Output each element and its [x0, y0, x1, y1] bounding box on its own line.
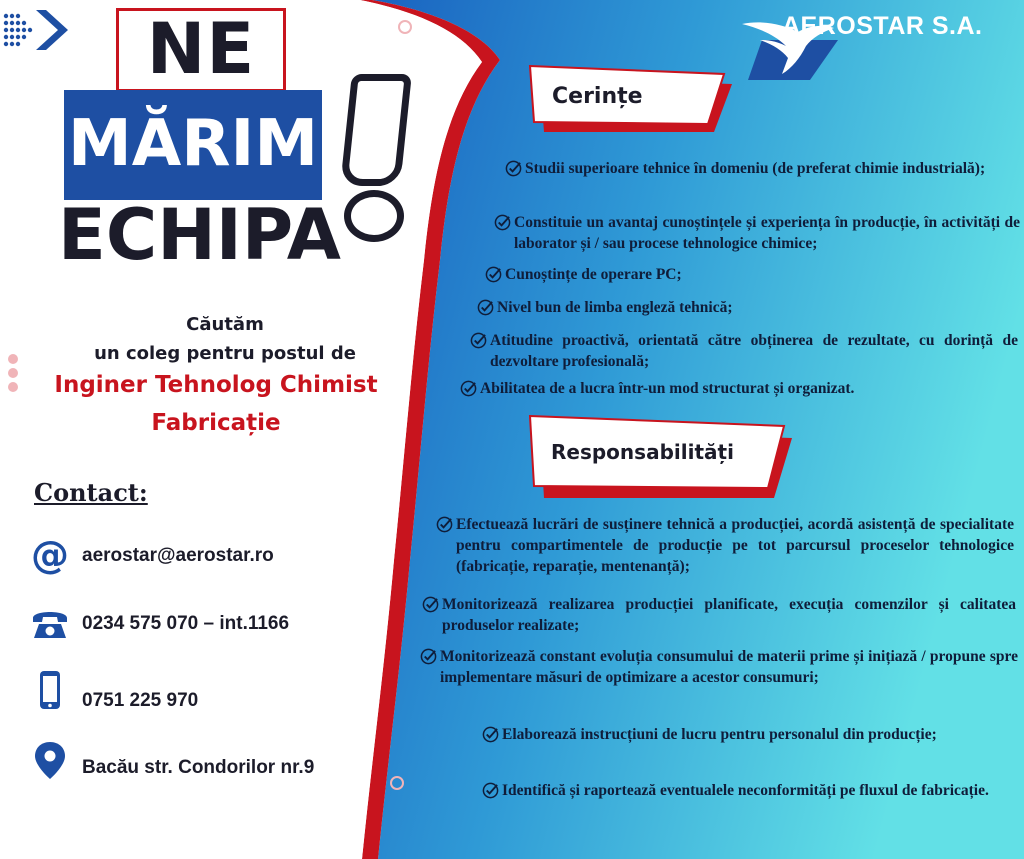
- responsibility-text: Monitorizează realizarea producției planificate, execuția comenzilor și calitatea produselor realizate;: [442, 596, 1016, 634]
- requirement-text: Abilitatea de a lucra într-un mod structurat și organizat.: [480, 380, 855, 397]
- requirement-text: Atitudine proactivă, orientată către obținerea de rezultate, cu dorință de dezvoltare profesională;: [490, 332, 1018, 370]
- deco-dot: [8, 354, 18, 364]
- deco-circle: [398, 20, 412, 34]
- check-circle-icon: [420, 648, 437, 665]
- requirement-text: Nivel bun de limba engleză tehnică;: [497, 299, 733, 316]
- exclamation-dot: [344, 190, 404, 242]
- check-circle-icon: [460, 380, 477, 397]
- headline-ne: NE: [146, 8, 256, 90]
- deco-dot: [8, 368, 18, 378]
- intro-line2: un coleg pentru postul de: [94, 343, 356, 364]
- at-icon: [30, 536, 70, 576]
- responsibility-item: [440, 646, 1018, 688]
- responsibility-item: [502, 724, 962, 745]
- responsibility-item: [456, 514, 1014, 577]
- requirement-text: Constituie un avantaj cunoștințele și experiența în producție, în activități de laborator și / sau procese tehnologice chimice;: [514, 214, 1020, 252]
- position-title-line1: Inginer Tehnolog Chimist: [54, 372, 378, 398]
- responsibility-item: [442, 594, 1016, 636]
- check-circle-icon: [482, 782, 499, 799]
- company-name: AEROSTAR S.A.: [782, 12, 983, 40]
- responsibility-text: Identifică și raportează eventualele neconformități pe fluxul de fabricație.: [502, 782, 989, 799]
- contact-address: Bacău str. Condorilor nr.9: [82, 757, 315, 778]
- contact-email[interactable]: aerostar@aerostar.ro: [82, 545, 274, 566]
- double-chevron-icon: [0, 6, 72, 54]
- contact-mobile[interactable]: 0751 225 970: [82, 690, 199, 711]
- responsibility-text: Elaborează instrucțiuni de lucru pentru personalul din producție;: [502, 726, 937, 743]
- requirement-text: Cunoștințe de operare PC;: [505, 266, 682, 283]
- check-circle-icon: [505, 160, 522, 177]
- intro-line1: Căutăm: [186, 314, 264, 335]
- svg-text:@: @: [31, 536, 69, 576]
- check-circle-icon: [470, 332, 487, 349]
- responsibilities-title: Responsabilități: [551, 440, 734, 464]
- requirement-item: [514, 212, 1020, 254]
- deco-dot: [8, 382, 18, 392]
- responsibility-text: Efectuează lucrări de susținere tehnică a producției, acordă asistență de specialitate pentru compartimentele de producție pe tot parcursul proceselor tehnologice (fabricație, reparație, mentenanță);: [456, 516, 1014, 575]
- check-circle-icon: [477, 299, 494, 316]
- requirement-item: [505, 264, 1005, 285]
- requirement-item: [490, 330, 1018, 372]
- responsibility-item: [502, 780, 1002, 801]
- phone-icon: [30, 602, 70, 642]
- mobile-icon: [30, 670, 70, 710]
- headline-marim: MĂRIM: [68, 107, 318, 181]
- requirement-item: [525, 158, 1017, 179]
- check-circle-icon: [494, 214, 511, 231]
- location-pin-icon: [30, 740, 70, 780]
- requirement-item: [480, 378, 1010, 399]
- position-title-line2: Fabricație: [151, 410, 281, 436]
- check-circle-icon: [485, 266, 502, 283]
- deco-circle: [390, 776, 404, 790]
- contact-phone[interactable]: 0234 575 070 – int.1166: [82, 613, 290, 634]
- check-circle-icon: [422, 596, 439, 613]
- exclamation-icon: [340, 74, 412, 186]
- check-circle-icon: [482, 726, 499, 743]
- check-circle-icon: [436, 516, 453, 533]
- requirement-text: Studii superioare tehnice în domeniu (de preferat chimie industrială);: [525, 160, 986, 177]
- headline-echipa: ECHIPA: [58, 194, 341, 276]
- requirements-title: Cerințe: [552, 84, 643, 109]
- contact-title: Contact:: [34, 478, 148, 507]
- requirement-item: [497, 297, 997, 318]
- responsibility-text: Monitorizează constant evoluția consumului de materii prime și inițiază / propune spre implementare măsuri de optimizare a acestor consumuri;: [440, 648, 1018, 686]
